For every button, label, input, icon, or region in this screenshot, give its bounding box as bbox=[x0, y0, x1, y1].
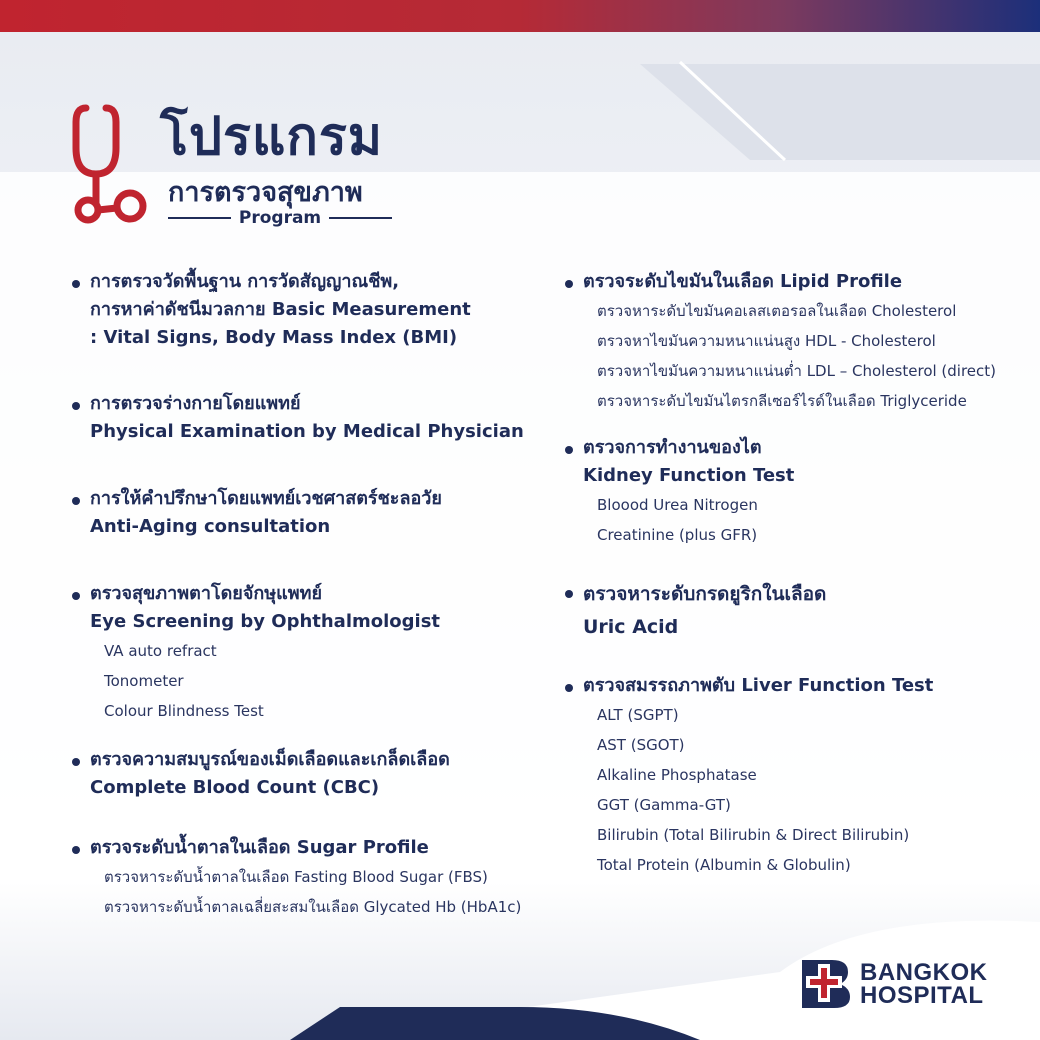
section-title: ตรวจระดับน้ำตาลในเลือด Sugar Profile bbox=[90, 837, 429, 858]
section-lipid-profile bbox=[565, 268, 1025, 416]
section-basic-measurement bbox=[72, 268, 562, 352]
section-cbc bbox=[72, 746, 562, 802]
list-item: ตรวจหาระดับน้ำตาลเฉลี่ยสะสมในเลือด Glycated Hb (HbA1c) bbox=[104, 898, 522, 916]
section-title: การหาค่าดัชนีมวลกาย Basic Measurement bbox=[90, 299, 471, 320]
section-title: Uric Acid bbox=[583, 616, 679, 638]
bangkok-hospital-logo bbox=[802, 960, 988, 1008]
list-item: GGT (Gamma-GT) bbox=[597, 796, 731, 814]
section-title: การให้คำปรึกษาโดยแพทย์เวชศาสตร์ชะลอวัย bbox=[90, 488, 442, 509]
program-text: Program bbox=[238, 208, 322, 228]
section-title: ตรวจสมรรถภาพตับ Liver Function Test bbox=[583, 675, 934, 696]
section-title: ตรวจระดับไขมันในเลือด Lipid Profile bbox=[583, 271, 903, 292]
section-title: ตรวจความสมบูรณ์ของเม็ดเลือดและเกล็ดเลือด bbox=[90, 749, 450, 770]
section-title: การตรวจวัดพื้นฐาน การวัดสัญญาณชีพ, bbox=[90, 271, 400, 292]
left-column bbox=[72, 268, 562, 922]
brand-line-2: HOSPITAL bbox=[860, 982, 984, 1009]
section-title: : Vital Signs, Body Mass Index (BMI) bbox=[90, 327, 458, 348]
list-item: ตรวจหาไขมันความหนาแน่นต่ำ LDL – Cholesterol (direct) bbox=[597, 362, 997, 380]
section-title: ตรวจการทำงานของไต bbox=[583, 437, 762, 458]
list-item: ALT (SGPT) bbox=[597, 706, 679, 724]
section-title: Complete Blood Count (CBC) bbox=[90, 777, 380, 798]
right-column bbox=[565, 268, 1025, 880]
divider-right bbox=[329, 217, 392, 219]
list-item: ตรวจหาระดับไขมันคอเลสเตอรอลในเลือด Cholesterol bbox=[597, 302, 957, 320]
list-item: Total Protein (Albumin & Globulin) bbox=[597, 856, 851, 874]
section-uric-acid bbox=[565, 578, 1025, 644]
section-title: Eye Screening by Ophthalmologist bbox=[90, 611, 441, 632]
list-item: ตรวจหาระดับน้ำตาลในเลือด Fasting Blood Sugar (FBS) bbox=[104, 868, 488, 886]
section-title: Physical Examination by Medical Physician bbox=[90, 421, 524, 442]
page-subtitle: การตรวจสุขภาพ bbox=[168, 177, 363, 208]
list-item: Tonometer bbox=[104, 672, 184, 690]
section-title: การตรวจร่างกายโดยแพทย์ bbox=[90, 393, 301, 414]
section-anti-aging bbox=[72, 485, 562, 541]
list-item: Bloood Urea Nitrogen bbox=[597, 496, 758, 514]
list-item: Bilirubin (Total Bilirubin & Direct Bilirubin) bbox=[597, 826, 910, 844]
section-physical-exam bbox=[72, 390, 562, 446]
list-item: AST (SGOT) bbox=[597, 736, 685, 754]
section-title: Anti-Aging consultation bbox=[90, 516, 331, 537]
section-title: ตรวจหาระดับกรดยูริกในเลือด bbox=[583, 583, 827, 605]
list-item: ตรวจหาไขมันความหนาแน่นสูง HDL - Cholesterol bbox=[597, 332, 936, 350]
page-title: โปรแกรม bbox=[160, 107, 384, 167]
section-title: Kidney Function Test bbox=[583, 465, 795, 486]
stethoscope-icon bbox=[72, 100, 162, 230]
section-liver-function bbox=[565, 672, 1025, 880]
section-kidney-function bbox=[565, 434, 1025, 550]
section-eye-screening bbox=[72, 580, 562, 726]
list-item: ตรวจหาระดับไขมันไตรกลีเซอร์ไรด์ในเลือด Triglyceride bbox=[597, 392, 967, 410]
top-color-bar bbox=[0, 0, 1040, 32]
bangkok-hospital-logo-icon bbox=[802, 960, 850, 1008]
list-item: Alkaline Phosphatase bbox=[597, 766, 757, 784]
program-header bbox=[72, 100, 412, 235]
section-title: ตรวจสุขภาพตาโดยจักษุแพทย์ bbox=[90, 583, 323, 604]
program-label bbox=[168, 208, 392, 228]
divider-left bbox=[168, 217, 231, 219]
list-item: Creatinine (plus GFR) bbox=[597, 526, 758, 544]
section-sugar-profile bbox=[72, 834, 562, 922]
brand-name bbox=[860, 961, 988, 1007]
list-item: Colour Blindness Test bbox=[104, 702, 264, 720]
list-item: VA auto refract bbox=[104, 642, 217, 660]
brand-line-1: BANGKOK bbox=[860, 959, 988, 986]
